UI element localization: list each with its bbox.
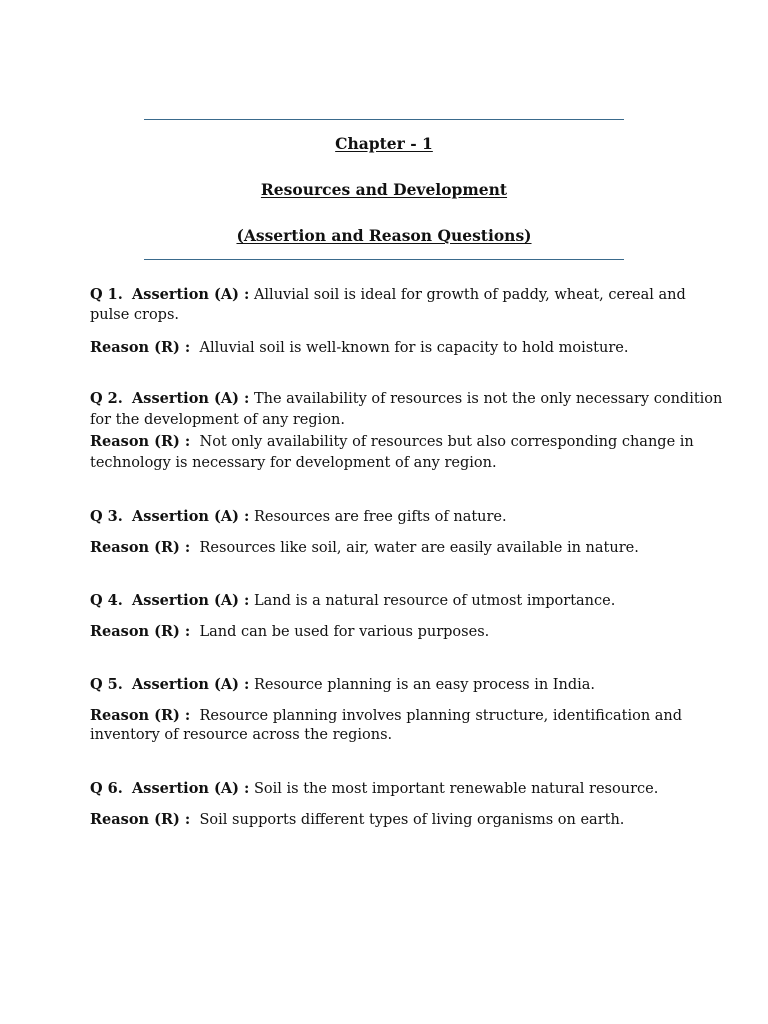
q2-assertion-text-2: for the development of any region. (90, 412, 345, 428)
q6-assertion-text-1: Soil is the most important renewable natural resource. (253, 781, 659, 797)
q1-reason-line-1 (90, 337, 690, 359)
header-rule-top (144, 119, 624, 120)
q1-assertion-text-1: Alluvial soil is ideal for growth of paddy, wheat, cereal and (253, 287, 686, 303)
q5-reason-text-1: Resource planning involves planning structure, identification and (199, 708, 683, 724)
q2-reason-line-1 (90, 431, 694, 453)
q1-assertion-line-1 (90, 284, 690, 306)
q2-reason-text-2: technology is necessary for development of any region. (90, 455, 497, 471)
q3-assertion-text-1: Resources are free gifts of nature. (253, 509, 507, 525)
q2-number: Q 2. (90, 390, 123, 407)
page-subtitle: (Assertion and Reason Questions) (236, 226, 532, 245)
q1-assertion-text-2: pulse crops. (90, 307, 180, 323)
q2-assertion-line-2 (90, 410, 690, 431)
q5-assertion-line-1 (90, 674, 690, 696)
q2-assertion-label: Assertion (A) : (132, 390, 250, 407)
q1-reason-text-1: Alluvial soil is well-known for is capacity to hold moisture. (199, 340, 629, 356)
q5-reason-line-2 (90, 725, 690, 746)
q4-number: Q 4. (90, 592, 123, 609)
q4-reason-line-1 (90, 621, 690, 643)
q6-number: Q 6. (90, 780, 123, 797)
q3-reason-label: Reason (R) : (90, 539, 191, 556)
q1-reason-label: Reason (R) : (90, 339, 191, 356)
q5-reason-label: Reason (R) : (90, 707, 191, 724)
q4-assertion-line-1 (90, 590, 690, 612)
q5-assertion-text-1: Resource planning is an easy process in India. (253, 677, 596, 693)
page-title: Resources and Development (260, 180, 508, 199)
q5-reason-text-2: inventory of resource across the regions. (90, 727, 393, 743)
q3-assertion-label: Assertion (A) : (132, 508, 250, 525)
q2-reason-line-2 (90, 453, 690, 474)
q4-assertion-text-1: Land is a natural resource of utmost importance. (253, 593, 616, 609)
q3-assertion-line-1 (90, 506, 690, 528)
q3-reason-line-1 (90, 537, 690, 559)
q5-number: Q 5. (90, 676, 123, 693)
q2-reason-text-1: Not only availability of resources but also corresponding change in (199, 434, 694, 450)
q4-reason-text-1: Land can be used for various purposes. (199, 624, 490, 640)
q2-assertion-line-1 (90, 388, 723, 410)
q3-reason-text-1: Resources like soil, air, water are easily available in nature. (199, 540, 639, 556)
q5-reason-line-1 (90, 705, 690, 727)
chapter-heading: Chapter - 1 (335, 134, 433, 153)
q1-assertion-line-2 (90, 305, 690, 326)
q3-number: Q 3. (90, 508, 123, 525)
q6-reason-line-1 (90, 809, 690, 831)
q2-assertion-text-1: The availability of resources is not the only necessary condition (253, 391, 723, 407)
q5-assertion-label: Assertion (A) : (132, 676, 250, 693)
q1-assertion-label: Assertion (A) : (132, 286, 250, 303)
q6-reason-label: Reason (R) : (90, 811, 191, 828)
q4-reason-label: Reason (R) : (90, 623, 191, 640)
header-rule-bottom (144, 259, 624, 260)
q6-assertion-label: Assertion (A) : (132, 780, 250, 797)
q6-reason-text-1: Soil supports different types of living organisms on earth. (199, 812, 625, 828)
q4-assertion-label: Assertion (A) : (132, 592, 250, 609)
q6-assertion-line-1 (90, 778, 690, 800)
q2-reason-label: Reason (R) : (90, 433, 191, 450)
q1-number: Q 1. (90, 286, 123, 303)
